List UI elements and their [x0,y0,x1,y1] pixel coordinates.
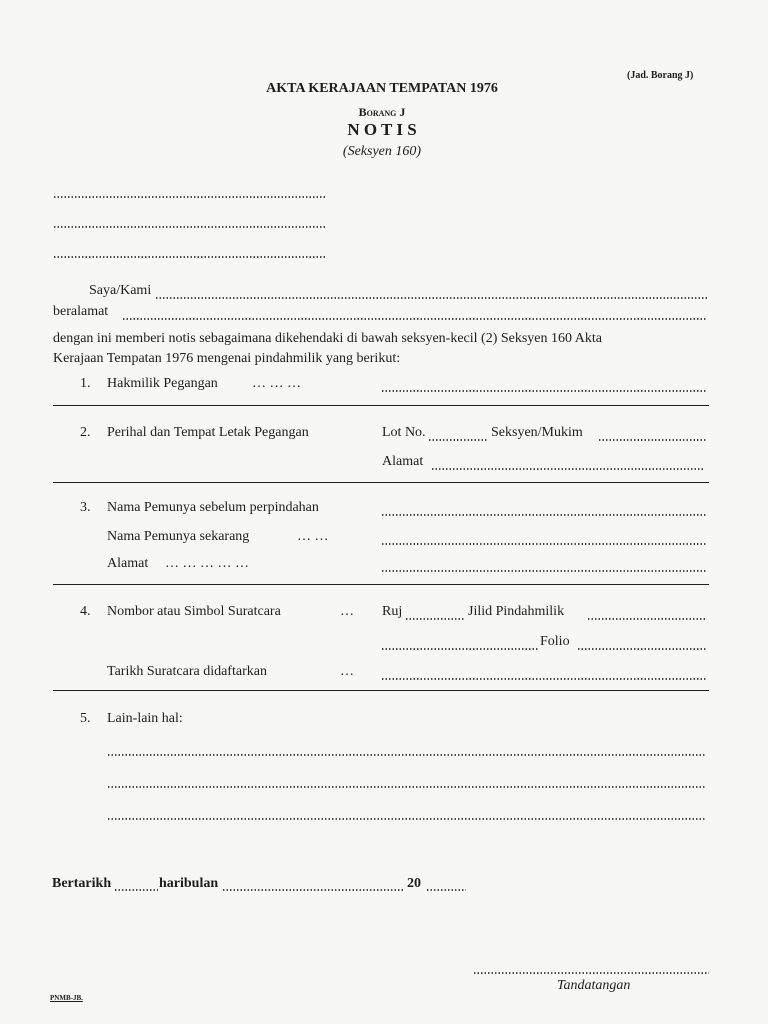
folio-label: Folio [540,634,570,649]
other-matters-line-2[interactable] [107,786,705,788]
bertarikh-label: Bertarikh [52,876,112,891]
registration-date-field[interactable] [381,678,707,680]
item-3b-leader: … … [297,529,329,544]
divider-1 [53,405,709,406]
item-2-alamat-field[interactable] [431,468,703,470]
item-5-number: 5. [80,711,91,726]
day-field[interactable] [114,889,158,891]
seksyen-label: Seksyen/Mukim [491,425,583,440]
item-2-label: Perihal dan Tempat Letak Pegangan [107,425,309,440]
previous-owner-field[interactable] [381,514,707,516]
item-2-alamat-label: Alamat [382,454,424,469]
item-4-number: 4. [80,604,91,619]
lot-field[interactable] [428,439,488,441]
item-1-number: 1. [80,376,91,391]
address-line-1[interactable] [53,196,325,198]
current-owner-label: Nama Pemunya sekarang [107,529,250,544]
signature-label: Tandatangan [557,978,631,993]
item-1-leader: … … … [252,376,301,391]
item-3-alamat-label: Alamat [107,556,149,571]
divider-3 [53,584,709,585]
beralamat-label: beralamat [53,304,109,319]
month-field[interactable] [222,889,405,891]
form-code: PNMB-JB. [50,994,83,1002]
item-1-label: Hakmilik Pegangan [107,376,218,391]
address-line-2[interactable] [53,226,325,228]
previous-owner-label: Nama Pemunya sebelum perpindahan [107,500,319,515]
haribulan-label: haribulan [159,876,219,891]
instrument-number-label: Nombor atau Simbol Suratcara [107,604,281,619]
section-ref: (Seksyen 160) [342,144,422,159]
folio-field[interactable] [577,648,707,650]
year-field[interactable] [426,889,466,891]
form-name: Borang J [358,105,406,119]
saya-label: Saya/Kami [89,283,152,298]
item-3-alamat-field[interactable] [381,570,707,572]
lot-label: Lot No. [382,425,426,440]
divider-4 [53,690,709,691]
year-prefix: 20 [407,876,421,891]
folio-prefix-field[interactable] [381,648,538,650]
ruj-field[interactable] [405,618,465,620]
saya-field[interactable] [155,297,707,299]
item-3c-leader: … … … … … [165,556,249,571]
seksyen-field[interactable] [598,439,707,441]
hakmilik-field[interactable] [381,390,707,392]
jilid-label: Jilid Pindahmilik [468,604,565,619]
address-line-3[interactable] [53,256,325,258]
jilid-field[interactable] [587,618,707,620]
current-owner-field[interactable] [381,543,707,545]
signature-field[interactable] [473,972,709,974]
item-3-number: 3. [80,500,91,515]
act-title: AKTA KERAJAAN TEMPATAN 1976 [266,81,498,96]
other-matters-line-1[interactable] [107,754,705,756]
divider-2 [53,482,709,483]
intro-paragraph-line-2: Kerajaan Tempatan 1976 mengenai pindahmilik yang berikut: [53,351,401,366]
page-title: N O T I S [347,120,417,139]
ruj-label: Ruj [382,604,403,619]
item-4a-leader: … [340,604,354,619]
form-reference: (Jad. Borang J) [627,70,694,81]
other-matters-label: Lain-lain hal: [107,711,183,726]
registration-date-label: Tarikh Suratcara didaftarkan [107,664,267,679]
other-matters-line-3[interactable] [107,818,705,820]
beralamat-field[interactable] [122,318,707,320]
item-2-number: 2. [80,425,91,440]
item-4b-leader: … [340,664,354,679]
intro-paragraph-line-1: dengan ini memberi notis sebagaimana dikehendaki di bawah seksyen-kecil (2) Seksyen 160 Akta [53,331,602,346]
